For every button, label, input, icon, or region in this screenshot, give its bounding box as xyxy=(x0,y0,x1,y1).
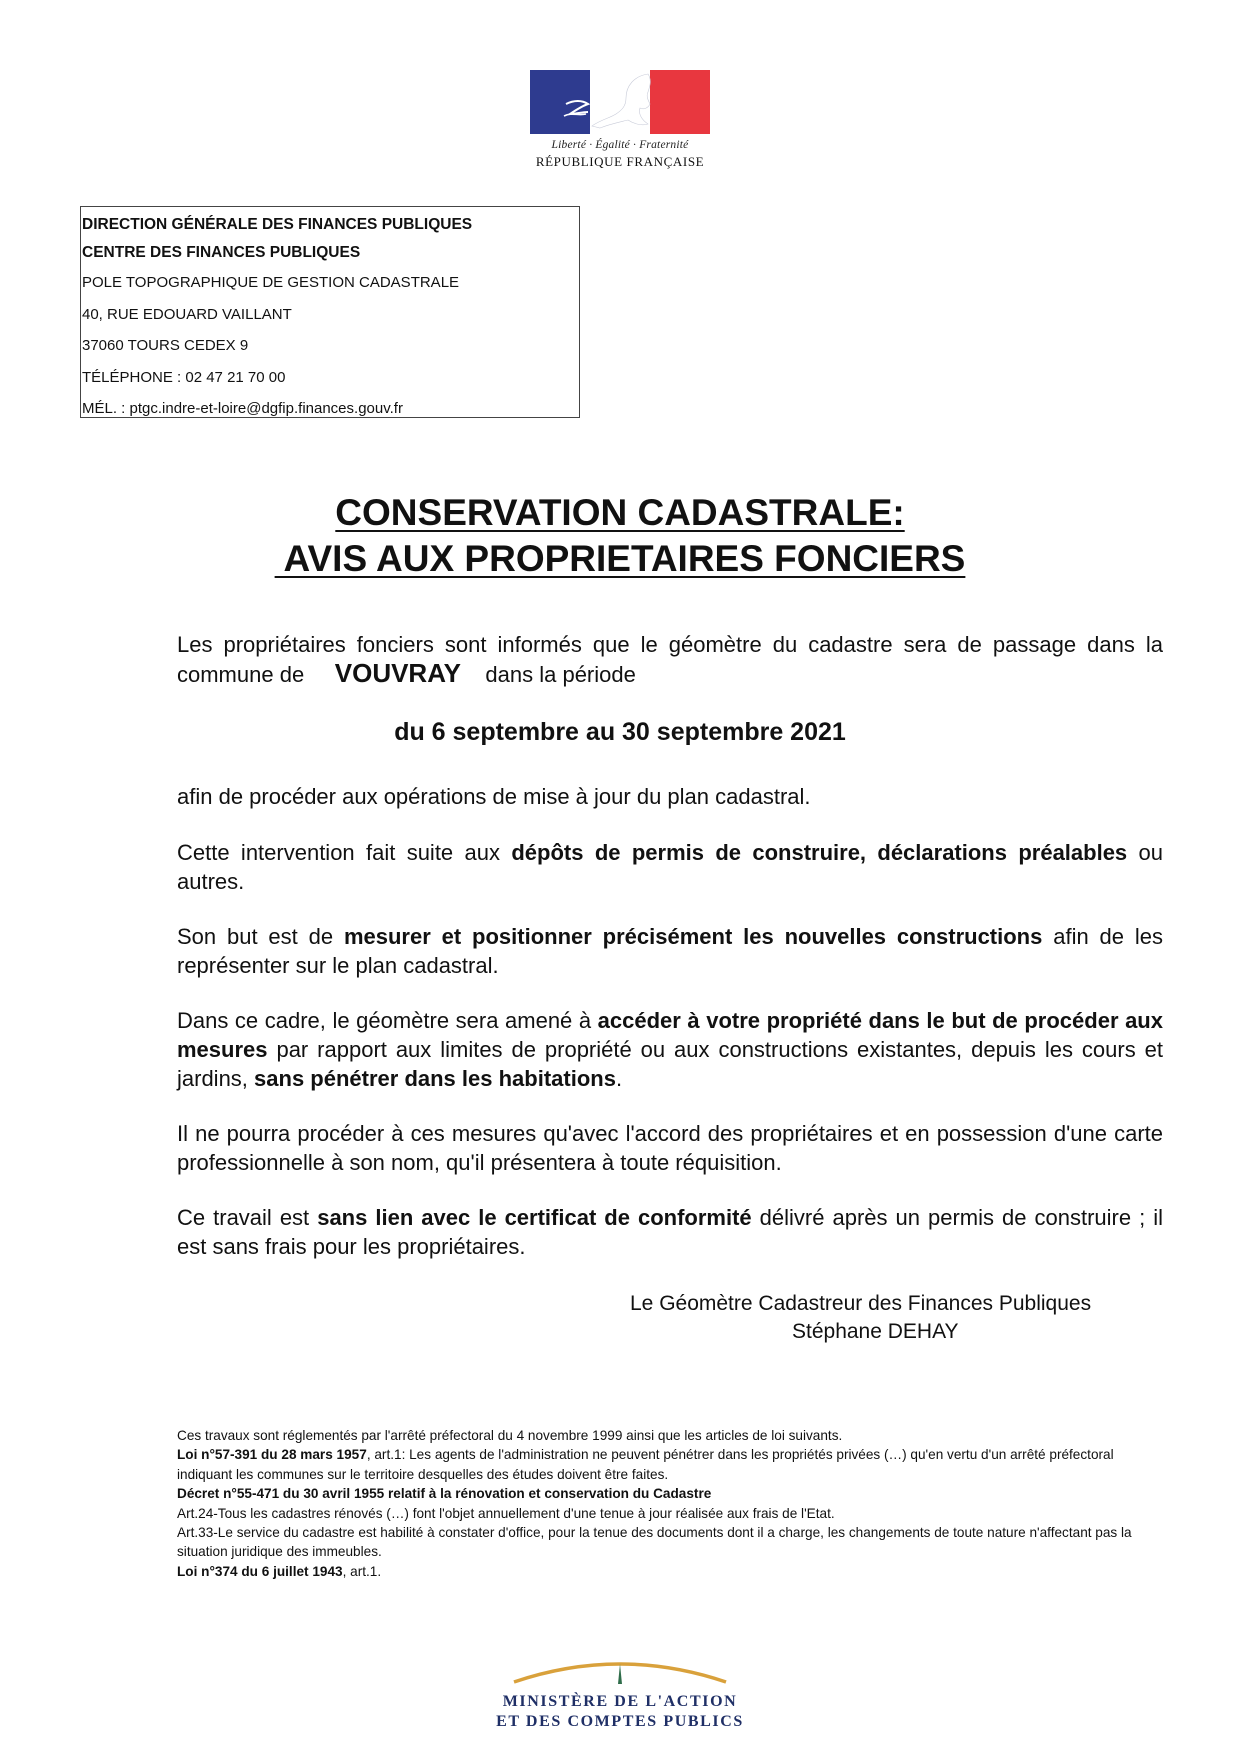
reason-bold: dépôts de permis de construire, déclarations préalables xyxy=(511,840,1128,865)
goal-text: Son but est de xyxy=(177,924,334,949)
sender-address-box xyxy=(80,206,580,418)
logo-motto: Liberté · Égalité · Fraternité xyxy=(551,139,689,151)
cost-text-end: délivré après un permis de construire ; il est sans frais pour les propriétaires. xyxy=(177,1205,1163,1259)
access-text: Dans ce cadre, le géomètre sera amené à xyxy=(177,1008,592,1033)
republic-logo xyxy=(530,70,710,170)
legal-text: , art.1. xyxy=(342,1563,382,1579)
email-line: MÉL. : ptgc.indre-et-loire@dgfip.finances.gouv.fr xyxy=(82,400,403,417)
ministry-name-line-1: MINISTÈRE DE L'ACTION xyxy=(502,1693,738,1710)
commune-name: VOUVRAY xyxy=(334,658,461,688)
signature-name: Stéphane DEHAY xyxy=(792,1320,959,1343)
access-paragraph xyxy=(177,1006,1163,1093)
legal-ref: Loi n°374 du 6 juillet 1943 xyxy=(177,1563,343,1579)
legal-note: Ces travaux sont réglementés par l'arrêté préfectoral du 4 novembre 1999 ainsi que les articles de loi suivants. xyxy=(177,1428,843,1443)
intro-text: Les propriétaires fonciers sont informés que le géomètre du cadastre sera de passage dans la commune de xyxy=(177,632,1163,687)
address-line: DIRECTION GÉNÉRALE DES FINANCES PUBLIQUES xyxy=(82,216,473,233)
ministry-logo xyxy=(450,1652,790,1732)
goal-paragraph xyxy=(177,922,1163,980)
legal-note xyxy=(177,1562,1163,1581)
address-line: 37060 TOURS CEDEX 9 xyxy=(82,337,249,354)
cost-bold: sans lien avec le certificat de conformité xyxy=(317,1205,752,1230)
cost-text: Ce travail est xyxy=(177,1205,310,1230)
phone-line: TÉLÉPHONE : 02 47 21 70 00 xyxy=(82,368,286,386)
purpose-paragraph: afin de procéder aux opérations de mise à jour du plan cadastral. xyxy=(177,784,811,809)
ministry-name-line-2: ET DES COMPTES PUBLICS xyxy=(496,1713,744,1730)
reason-text: Cette intervention fait suite aux xyxy=(177,840,500,865)
cost-paragraph xyxy=(177,1203,1163,1261)
ministry-arc-icon xyxy=(510,1652,730,1692)
marianne-profile-icon xyxy=(530,70,710,134)
access-text-end: . xyxy=(615,1066,623,1091)
marianne-flag xyxy=(530,70,710,134)
address-line: 40, RUE EDOUARD VAILLANT xyxy=(82,305,292,323)
access-text-mid: par rapport aux limites de propriété ou aux constructions existantes, depuis les cours et jardins, xyxy=(177,1037,1163,1091)
legal-ref: Décret n°55-471 du 30 avril 1955 relatif à la rénovation et conservation du Cadastre xyxy=(177,1486,712,1502)
legal-note: Art.33-Le service du cadastre est habilité à constater d'office, pour la tenue des documents dont il a charge, les changements de toute nature n'affectant pas la situation juridique des immeubles. xyxy=(177,1525,1132,1560)
legal-ref: Loi n°57-391 du 28 mars 1957 xyxy=(177,1447,367,1463)
address-line: CENTRE DES FINANCES PUBLIQUES xyxy=(82,244,361,261)
signature-title: Le Géomètre Cadastreur des Finances Publiques xyxy=(630,1292,1092,1315)
access-bold: accéder à votre propriété dans le but de procéder aux mesures xyxy=(177,1008,1163,1062)
address-line: POLE TOPOGRAPHIQUE DE GESTION CADASTRALE xyxy=(82,274,460,291)
logo-country: RÉPUBLIQUE FRANÇAISE xyxy=(535,154,705,169)
goal-bold: mesurer et positionner précisément les nouvelles constructions xyxy=(343,924,1043,949)
signature-block xyxy=(630,1290,1150,1346)
access-bold-2: sans pénétrer dans les habitations xyxy=(254,1066,616,1091)
goal-text-end: afin de les représenter sur le plan cadastral. xyxy=(177,924,1163,978)
reason-paragraph xyxy=(177,838,1163,896)
legal-notes xyxy=(177,1426,1163,1581)
intro-paragraph xyxy=(177,630,1163,689)
notice-title xyxy=(0,490,1240,582)
legal-text: , art.1: Les agents de l'administration ne peuvent pénétrer dans les propriétés privées (…) qu'en vertu d'un arrêté préfectoral indiquant les communes sur le territoire desquelles des études doivent être faites. xyxy=(177,1447,1114,1482)
consent-paragraph: Il ne pourra procéder à ces mesures qu'avec l'accord des propriétaires et en possession d'une carte professionnelle à son nom, qu'il présentera à toute réquisition. xyxy=(177,1121,1163,1175)
legal-note xyxy=(177,1445,1163,1484)
legal-note: Art.24-Tous les cadastres rénovés (…) font l'objet annuellement d'une tenue à jour réalisée aux frais de l'Etat. xyxy=(177,1505,835,1521)
reason-text-end: ou autres. xyxy=(177,840,1164,894)
title-line-1: CONSERVATION CADASTRALE: xyxy=(335,492,905,533)
intro-text-end: dans la période xyxy=(485,662,636,687)
title-line-2: AVIS AUX PROPRIETAIRES FONCIERS xyxy=(274,538,966,579)
intervention-period: du 6 septembre au 30 septembre 2021 xyxy=(394,718,846,746)
